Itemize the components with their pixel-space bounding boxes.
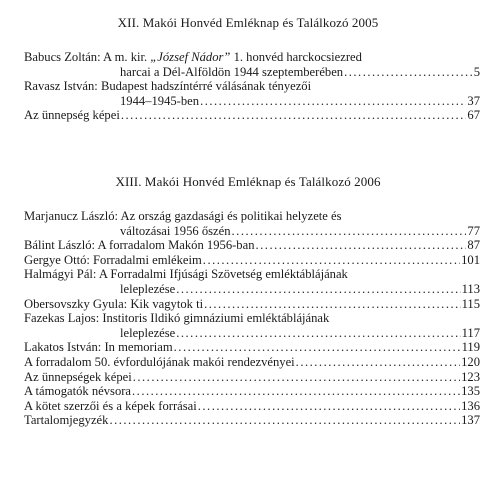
page-number: 101 — [461, 252, 480, 267]
entry-text — [24, 311, 329, 326]
entry-title-text: Bálint László: A forradalom Makón 1956-ban — [24, 238, 255, 253]
page-number: 67 — [467, 108, 480, 123]
dot-leader — [203, 253, 460, 268]
toc-section — [24, 50, 480, 123]
entry-text — [24, 209, 342, 224]
entry-text — [24, 238, 255, 253]
toc-entry — [24, 267, 480, 296]
toc-entry-line — [24, 370, 480, 385]
entry-text — [24, 399, 197, 414]
toc-entry-line — [24, 253, 480, 268]
toc-entry-line — [24, 108, 480, 123]
entry-text — [24, 413, 108, 428]
dot-leader — [344, 65, 473, 80]
entry-title-text: Fazekas Lajos: Institoris Ildikó gimnáziumi emléktáblájának — [24, 311, 330, 326]
dot-leader — [198, 399, 460, 414]
entry-text — [120, 94, 199, 109]
toc-entry — [24, 340, 480, 355]
page-number: 136 — [461, 398, 480, 413]
entry-text — [24, 355, 295, 370]
toc-entry — [24, 399, 480, 414]
entry-italic-text: „József Nádor” — [150, 50, 231, 64]
dot-leader — [109, 413, 460, 428]
entry-text — [24, 253, 202, 268]
toc-entry — [24, 50, 480, 79]
toc-entry-line — [24, 79, 480, 94]
page-number: 123 — [461, 369, 480, 384]
entry-title-text: Obersovszky Gyula: Kik vagytok ti — [24, 296, 204, 311]
toc-entry-line — [24, 340, 480, 355]
toc-entry-line — [24, 384, 480, 399]
section-title: XII. Makói Honvéd Emléknap és Találkozó 2005 — [117, 15, 379, 30]
dot-leader — [133, 370, 460, 385]
entry-title-text: Az ünnepség képei — [24, 108, 120, 123]
page-number: 37 — [467, 93, 480, 108]
entry-text — [24, 370, 132, 385]
toc-entry — [24, 108, 480, 123]
entry-title-text: Gergye Ottó: Forradalmi emlékeim — [24, 252, 202, 267]
toc-entry-line — [24, 282, 480, 297]
toc-entry — [24, 209, 480, 238]
toc-entry-line — [24, 326, 480, 341]
page-number: 115 — [461, 296, 480, 311]
toc-entry — [24, 384, 480, 399]
toc-entry-line — [24, 297, 480, 312]
page-number: 135 — [461, 384, 480, 399]
dot-leader — [176, 326, 460, 341]
toc-entry — [24, 311, 480, 340]
entry-text — [24, 384, 131, 399]
dot-leader — [256, 238, 467, 253]
entry-text — [24, 267, 348, 282]
toc-entry-line — [24, 209, 480, 224]
toc-entry-line — [24, 224, 480, 239]
entry-text — [120, 224, 231, 239]
entry-title-text: leleplezése — [120, 281, 176, 296]
section-title: XIII. Makói Honvéd Emléknap és Találkozó 2006 — [115, 174, 381, 189]
toc-entry-line — [24, 399, 480, 414]
dot-leader — [296, 355, 460, 370]
page-number: 119 — [461, 340, 480, 355]
entry-text — [24, 108, 120, 123]
entry-title-text-continued: 1. honvéd harckocsiezred — [230, 50, 362, 64]
page-number: 117 — [461, 325, 480, 340]
entry-title-text: Halmágyi Pál: A Forradalmi Ifjúsági Szövetség emléktáblájának — [24, 267, 348, 282]
entry-title-text: harcai a Dél-Alföldön 1944 szeptemberében — [120, 64, 344, 79]
page-number: 113 — [461, 281, 480, 296]
dot-leader — [176, 282, 460, 297]
entry-title-text: Marjanucz László: Az ország gazdasági és politikai helyzete és — [24, 209, 342, 223]
toc-entry — [24, 355, 480, 370]
toc-entry — [24, 413, 480, 428]
page-number: 120 — [461, 354, 480, 369]
dot-leader — [121, 108, 467, 123]
entry-text — [24, 50, 362, 65]
page-number: 87 — [467, 238, 480, 253]
toc-entry — [24, 79, 480, 108]
dot-leader — [200, 94, 466, 109]
toc-entry-line — [24, 413, 480, 428]
dot-leader — [132, 384, 460, 399]
entry-title-text: A forradalom 50. évfordulójának makói rendezvényei — [24, 354, 295, 369]
entry-text — [24, 79, 311, 94]
entry-title-text: Babucs Zoltán: A m. kir. — [24, 50, 151, 64]
entry-title-text: Az ünnepségek képei — [24, 369, 132, 384]
toc-entry — [24, 253, 480, 268]
dot-leader — [174, 340, 461, 355]
entry-text — [120, 326, 175, 341]
entry-title-text: Ravasz István: Budapest hadszíntérré válásának tényezői — [24, 79, 312, 94]
dot-leader — [232, 224, 467, 239]
toc-entry-line — [24, 311, 480, 326]
entry-text — [24, 297, 203, 312]
entry-title-text: Tartalomjegyzék — [24, 413, 109, 428]
toc-entry-line — [24, 355, 480, 370]
entry-text — [120, 282, 175, 297]
entry-title-text: 1944–1945-ben — [120, 93, 200, 108]
page-number: 5 — [473, 64, 480, 79]
entry-text — [120, 65, 343, 80]
page-number: 77 — [467, 223, 480, 238]
toc-entry — [24, 238, 480, 253]
entry-title-text: Lakatos István: In memoriam — [24, 340, 173, 355]
toc-entry-line — [24, 94, 480, 109]
page-number: 137 — [461, 413, 480, 428]
entry-title-text: A támogatók névsora — [24, 384, 132, 399]
entry-title-text: leleplezése — [120, 325, 176, 340]
dot-leader — [204, 297, 460, 312]
toc-entry-line — [24, 267, 480, 282]
toc-entry-line — [24, 50, 480, 65]
toc-entry — [24, 297, 480, 312]
toc-entry-line — [24, 65, 480, 80]
entry-text — [24, 340, 173, 355]
entry-title-text: változásai 1956 őszén — [120, 223, 231, 238]
toc-entry — [24, 370, 480, 385]
entry-title-text: A kötet szerzői és a képek forrásai — [24, 398, 197, 413]
toc-entry-line — [24, 238, 480, 253]
toc-section — [24, 209, 480, 428]
